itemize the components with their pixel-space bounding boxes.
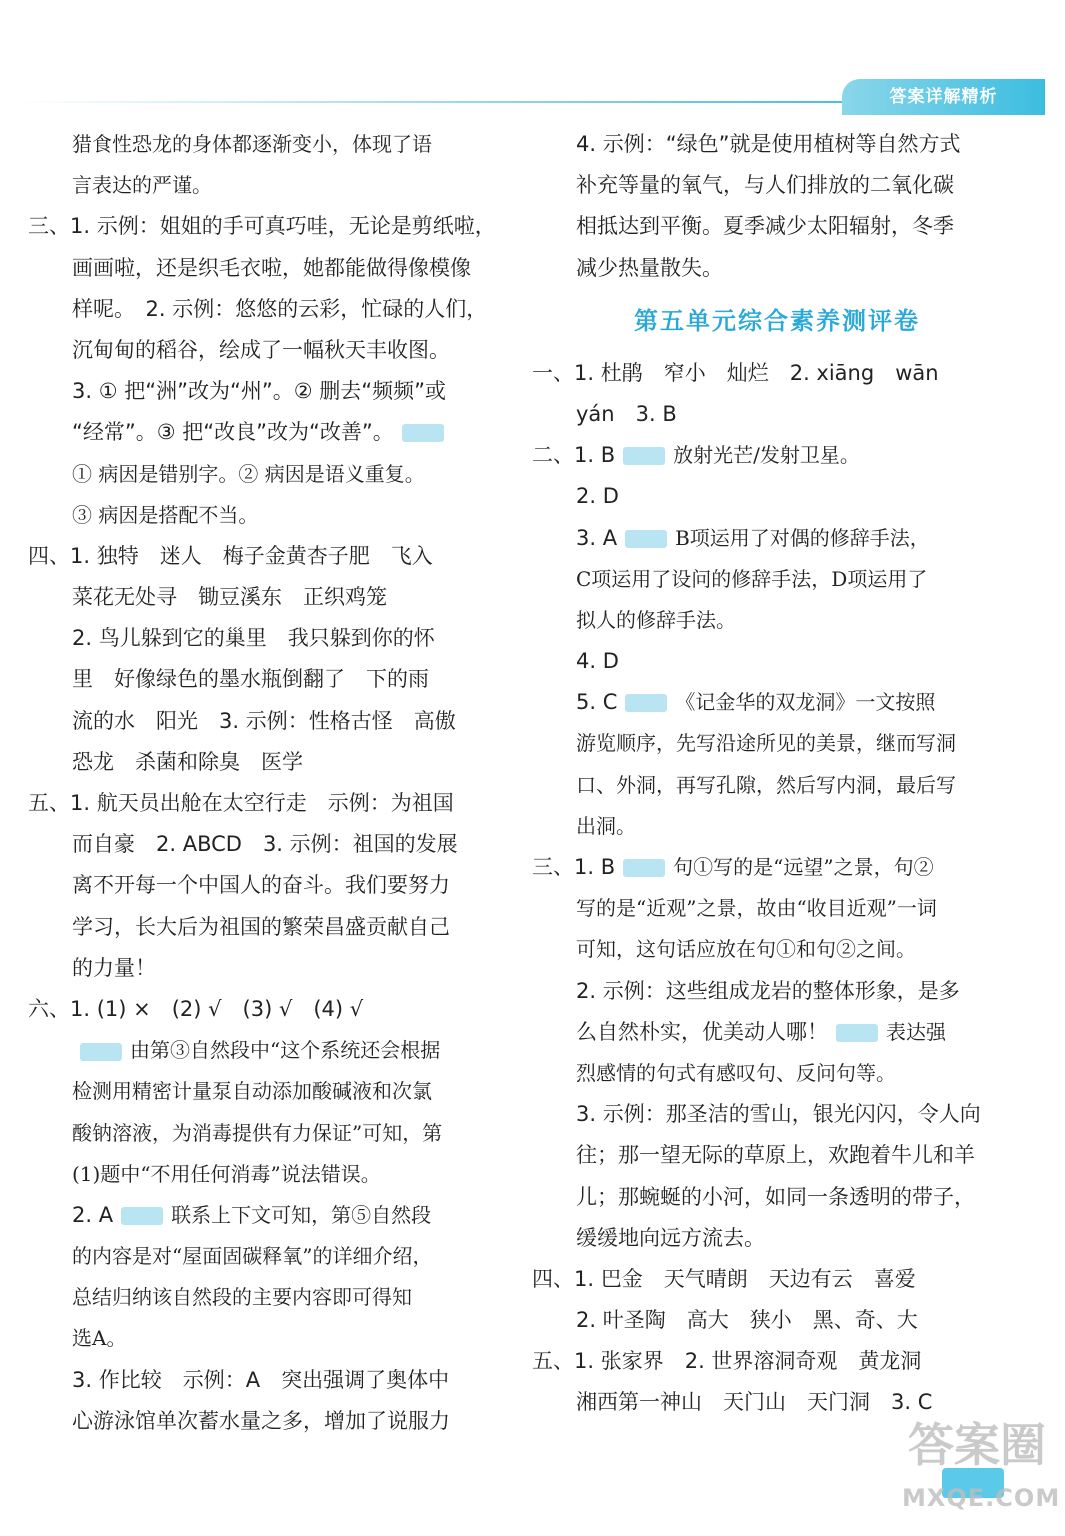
line-text: 写的是“近观”之景，故由“收目近观”一词 xyxy=(576,896,937,921)
answer-line xyxy=(28,618,500,659)
line-text: 4. 示例：“绿色”就是使用植树等自然方式 xyxy=(576,132,961,156)
answer-line xyxy=(28,1071,500,1112)
line-text: 2. 示例：这些组成龙岩的整体形象，是多 xyxy=(576,978,960,1003)
line-text: 相抵达到平衡。夏季减少太阳辐射，冬季 xyxy=(576,214,954,239)
answer-line xyxy=(532,1177,1022,1218)
watermark-logo xyxy=(902,1412,1061,1530)
line-text: 画画啦，还是织毛衣啦，她都能做得像模像 xyxy=(72,255,471,280)
answer-line xyxy=(532,476,1022,517)
answer-line xyxy=(532,1053,1022,1094)
answer-line xyxy=(28,989,500,1030)
line-text: 往；那一望无际的草原上，欢跑着牛儿和羊 xyxy=(576,1143,975,1168)
line-text: 儿；那蜿蜒的小河，如同一条透明的带子， xyxy=(576,1184,975,1209)
answer-line xyxy=(28,865,500,906)
line-text: 言表达的严谨。 xyxy=(72,173,212,198)
line-text: 2. 鸟儿躲到它的巢里 我只躲到你的怀 xyxy=(72,626,435,651)
line-text: 五、1. 张家界 2. 世界溶洞奇观 黄龙洞 xyxy=(532,1349,922,1374)
line-text: 三、1. B xyxy=(532,855,616,879)
analysis-tag xyxy=(80,1043,122,1061)
answer-line xyxy=(532,641,1022,682)
answer-line xyxy=(28,371,500,412)
answer-line xyxy=(28,824,500,865)
answer-line xyxy=(532,723,1022,764)
answer-line xyxy=(28,783,500,824)
answer-line xyxy=(532,600,1022,641)
analysis-tag xyxy=(625,694,667,712)
answer-line xyxy=(532,929,1022,970)
answer-line xyxy=(28,1030,500,1071)
line-text: 减少热量散失。 xyxy=(576,255,723,280)
analysis-text: B项运用了对偶的修辞手法， xyxy=(675,525,930,550)
line-text: 5. C xyxy=(576,690,618,715)
answer-line xyxy=(28,206,500,247)
answer-line xyxy=(28,577,500,618)
line-text: 酸钠溶液，为消毒提供有力保证”可知，第 xyxy=(72,1120,443,1145)
line-text: yán 3. B xyxy=(576,401,677,426)
answer-line xyxy=(532,394,1022,435)
line-text: 而自豪 2. ABCD 3. 示例：祖国的发展 xyxy=(72,832,458,857)
line-text: 离不开每一个中国人的奋斗。我们要努力 xyxy=(72,873,450,898)
line-text: 拟人的修辞手法。 xyxy=(576,607,736,632)
watermark-text: 答案圈 xyxy=(908,1418,1046,1472)
answer-line xyxy=(532,847,1022,888)
line-text: 由第③自然段中“这个系统还会根据 xyxy=(130,1038,441,1063)
answer-line xyxy=(28,289,500,330)
analysis-text: 句①写的是“远望”之景，句② xyxy=(673,855,934,879)
line-text: 五、1. 航天员出舱在太空行走 示例：为祖国 xyxy=(28,791,454,815)
watermark-url: MXQE.COM xyxy=(902,1484,1061,1512)
answer-line xyxy=(28,330,500,371)
line-text: 里 好像绿色的墨水瓶倒翻了 下的雨 xyxy=(72,667,429,692)
answer-line xyxy=(532,1094,1022,1135)
line-text: 心游泳馆单次蓄水量之多，增加了说服力 xyxy=(72,1408,450,1433)
answer-line xyxy=(532,1218,1022,1259)
line-text: 么自然朴实，优美动人哪！ xyxy=(576,1019,828,1044)
answer-line xyxy=(532,124,1022,165)
line-text: 流的水 阳光 3. 示例：性格古怪 高傲 xyxy=(72,708,456,733)
answer-line xyxy=(532,206,1022,247)
answer-line xyxy=(28,1113,500,1154)
answer-line xyxy=(532,165,1022,206)
analysis-tag xyxy=(623,447,665,465)
answer-line xyxy=(28,742,500,783)
section-title: 第五单元综合素养测评卷 xyxy=(634,306,920,335)
answer-line xyxy=(28,248,500,289)
line-text: 四、1. 巴金 天气晴朗 天边有云 喜爱 xyxy=(532,1266,916,1291)
line-text: 2. A xyxy=(72,1202,114,1227)
analysis-text: 放射光芒/发射卫星。 xyxy=(673,443,860,468)
analysis-tag xyxy=(623,859,665,877)
line-text: 一、1. 杜鹃 窄小 灿烂 2. xiāng wān xyxy=(532,360,939,385)
answer-line xyxy=(532,806,1022,847)
line-text: 的内容是对“屋面固碳释氧”的详细介绍， xyxy=(72,1244,433,1269)
analysis-text: 表达强 xyxy=(886,1019,946,1044)
line-text: 3. 作比较 示例：A 突出强调了奥体中 xyxy=(72,1367,450,1392)
line-text: 缓缓地向远方流去。 xyxy=(576,1225,765,1250)
line-text: ① 病因是错别字。② 病因是语义重复。 xyxy=(72,461,425,486)
answer-line xyxy=(532,435,1022,476)
line-text: 检测用精密计量泵自动添加酸碱液和次氯 xyxy=(72,1079,432,1104)
line-text: 2. D xyxy=(576,484,619,509)
line-text: 3. ① 把“洲”改为“州”。② 删去“频频”或 xyxy=(72,379,446,404)
line-text: 选A。 xyxy=(72,1326,127,1351)
line-text: 游览顺序，先写沿途所见的美景，继而写洞 xyxy=(576,731,956,756)
answer-line xyxy=(28,536,500,577)
answer-line xyxy=(532,248,1022,289)
answer-line xyxy=(28,412,500,453)
answer-line xyxy=(28,659,500,700)
analysis-text: 联系上下文可知，第⑤自然段 xyxy=(171,1202,432,1227)
answer-line xyxy=(532,1135,1022,1176)
line-text: 三、1. 示例：姐姐的手可真巧哇，无论是剪纸啦， xyxy=(28,214,496,239)
analysis-tag xyxy=(402,424,444,442)
answer-line xyxy=(28,1154,500,1195)
line-text: 2. 叶圣陶 高大 狭小 黑、奇、大 xyxy=(576,1308,918,1333)
answer-line xyxy=(532,559,1022,600)
line-text: 可知，这句话应放在句①和句②之间。 xyxy=(576,937,916,962)
answer-line xyxy=(28,948,500,989)
line-text: C项运用了设问的修辞手法，D项运用了 xyxy=(576,566,928,591)
line-text: (1)题中“不用任何消毒”说法错误。 xyxy=(72,1161,381,1186)
left-column xyxy=(28,124,500,1442)
line-text: 样呢。 2. 示例：悠悠的云彩，忙碌的人们， xyxy=(72,296,488,321)
answer-line xyxy=(532,1012,1022,1053)
line-text: 补充等量的氧气，与人们排放的二氧化碳 xyxy=(576,173,954,198)
line-text: 猎食性恐龙的身体都逐渐变小，体现了语 xyxy=(72,132,432,156)
answer-line xyxy=(532,971,1022,1012)
answer-line xyxy=(28,495,500,536)
answer-line xyxy=(28,1236,500,1277)
answer-line xyxy=(28,454,500,495)
line-text: 3. A xyxy=(576,525,618,550)
line-text: 湘西第一神山 天门山 天门洞 3. C xyxy=(576,1390,933,1415)
line-text: ③ 病因是搭配不当。 xyxy=(72,502,259,527)
line-text: 六、1. (1) × (2) √ (3) √ (4) √ xyxy=(28,996,364,1021)
line-text: 烈感情的句式有感叹句、反问句等。 xyxy=(576,1060,896,1085)
answer-line xyxy=(532,1300,1022,1341)
answer-line xyxy=(28,1277,500,1318)
line-text: 恐龙 杀菌和除臭 医学 xyxy=(72,749,303,774)
answer-line xyxy=(532,765,1022,806)
line-text: 菜花无处寻 锄豆溪东 正织鸡笼 xyxy=(72,585,387,610)
answer-line xyxy=(28,1195,500,1236)
answer-line xyxy=(532,353,1022,394)
answer-line xyxy=(532,518,1022,559)
line-text: 二、1. B xyxy=(532,443,616,468)
answer-line xyxy=(532,1259,1022,1300)
line-text: 口、外洞，再写孔隙，然后写内洞，最后写 xyxy=(576,772,956,797)
line-text: 沉甸甸的稻谷，绘成了一幅秋天丰收图。 xyxy=(72,337,450,362)
header-tab: 答案详解精析 xyxy=(842,79,1045,115)
answer-line xyxy=(28,1318,500,1359)
analysis-tag xyxy=(625,530,667,548)
right-column xyxy=(532,124,1022,1424)
line-text: 出洞。 xyxy=(576,813,636,838)
answer-line xyxy=(532,682,1022,723)
answer-line xyxy=(28,1401,500,1442)
line-text: 3. 示例：那圣洁的雪山，银光闪闪，令人向 xyxy=(576,1102,981,1127)
answer-line xyxy=(28,907,500,948)
line-text: 总结归纳该自然段的主要内容即可得知 xyxy=(72,1285,412,1310)
line-text: 的力量！ xyxy=(72,955,156,980)
answer-line xyxy=(28,1360,500,1401)
answer-line xyxy=(532,888,1022,929)
line-text: 学习，长大后为祖国的繁荣昌盛贡献自己 xyxy=(72,914,450,939)
header-rule xyxy=(20,101,850,103)
line-text: 4. D xyxy=(576,649,619,674)
answer-line xyxy=(532,1341,1022,1382)
line-text: “经常”。③ 把“改良”改为“改善”。 xyxy=(72,420,394,445)
answer-line xyxy=(28,124,500,165)
analysis-text: 《记金华的双龙洞》一文按照 xyxy=(675,690,936,715)
analysis-tag xyxy=(836,1024,878,1042)
answer-line xyxy=(28,701,500,742)
line-text: 四、1. 独特 迷人 梅子金黄杏子肥 飞入 xyxy=(28,543,433,568)
analysis-tag xyxy=(121,1207,163,1225)
answer-line xyxy=(28,165,500,206)
